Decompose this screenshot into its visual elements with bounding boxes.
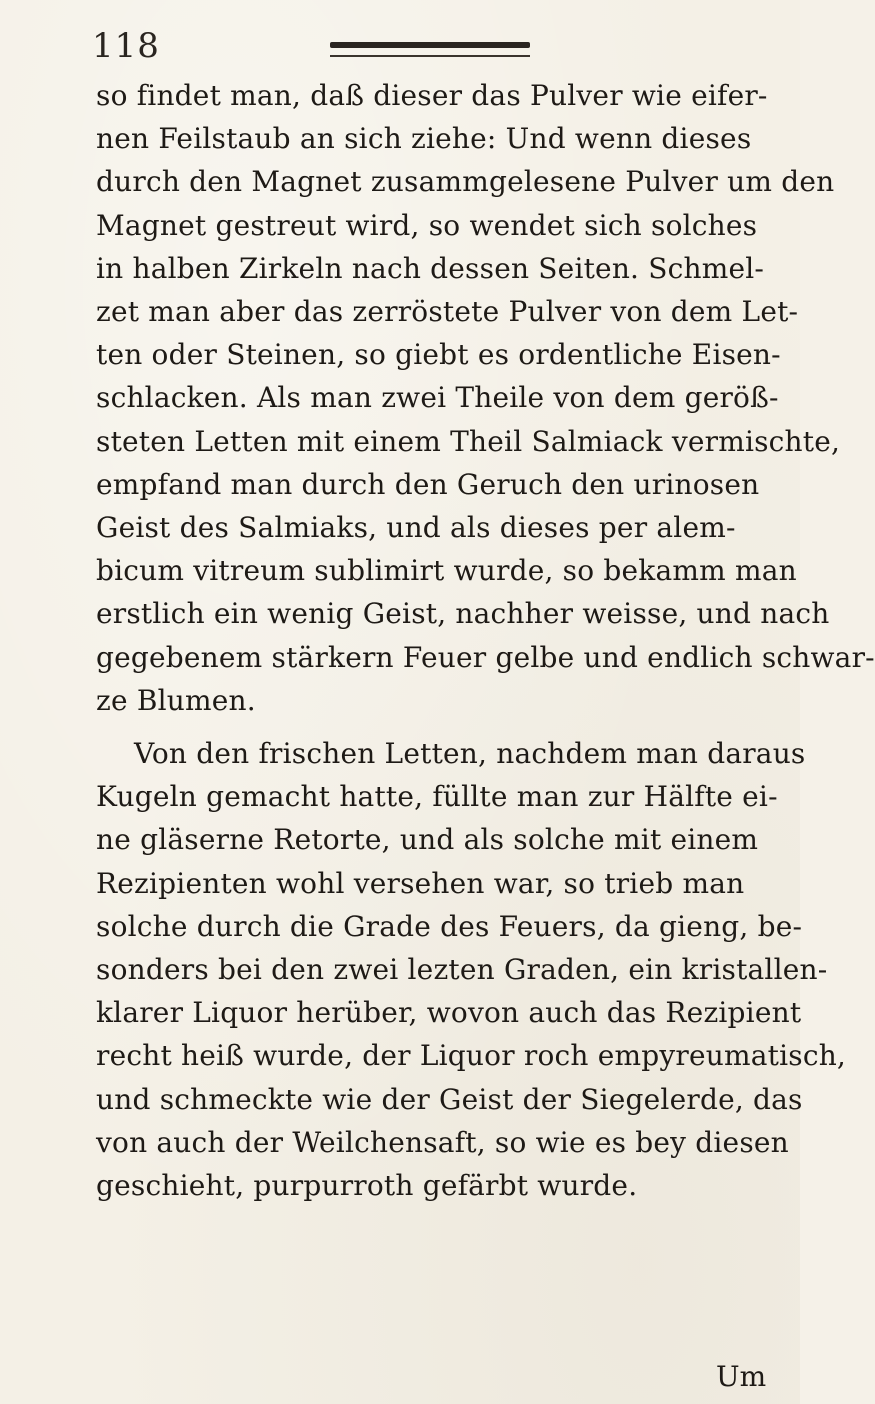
text-line: Von den frischen Letten, nachdem man daraus (134, 737, 806, 771)
text-line: zet man aber das zerröstete Pulver von dem Let- (96, 295, 799, 329)
text-line: ze Blumen. (96, 683, 256, 717)
text-line: so findet man, daß dieser das Pulver wie eifer- (96, 79, 768, 112)
body-text (96, 74, 875, 1207)
text-line: klarer Liquor herüber, wovon auch das Rezipient (96, 996, 802, 1030)
text-line: geschieht, purpurroth gefärbt wurde. (96, 1169, 638, 1203)
text-line: durch den Magnet zusammgelesene Pulver um den (96, 165, 835, 199)
header-rule (330, 42, 530, 48)
text-line: in halben Zirkeln nach dessen Seiten. Schmel- (96, 251, 765, 285)
text-line: solche durch die Grade des Feuers, da gieng, be- (96, 909, 803, 943)
page-number: 118 (92, 26, 160, 66)
text-line: ne gläserne Retorte, und als solche mit einem (96, 823, 759, 857)
text-line: empfand man durch den Geruch den urinosen (96, 467, 760, 501)
text-line: gegebenem stärkern Feuer gelbe und endlich schwar- (96, 640, 875, 674)
text-line: von auch der Weilchensaft, so wie es bey diesen (96, 1125, 789, 1159)
text-line: bicum vitreum sublimirt wurde, so bekamm man (96, 554, 797, 588)
text-line: erstlich ein wenig Geist, nachher weisse, und nach (96, 597, 830, 631)
text-line: sonders bei den zwei lezten Graden, ein kristallen- (96, 953, 828, 987)
header-rule-thin (330, 55, 530, 57)
catchword: Um (716, 1360, 767, 1393)
text-line: Magnet gestreut wird, so wendet sich solches (96, 208, 758, 242)
text-line: ten oder Steinen, so giebt es ordentliche Eisen- (96, 338, 781, 372)
text-line: Geist des Salmiaks, und als dieses per alem- (96, 511, 736, 545)
text-line: steten Letten mit einem Theil Salmiack vermischte, (96, 424, 841, 458)
text-line: schlacken. Als man zwei Theile von dem geröß- (96, 381, 779, 415)
text-line: und schmeckte wie der Geist der Siegelerde, das (96, 1082, 803, 1116)
text-line: Rezipienten wohl versehen war, so trieb man (96, 866, 745, 900)
text-line: Kugeln gemacht hatte, füllte man zur Hälfte ei- (96, 780, 778, 814)
text-line: recht heiß wurde, der Liquor roch empyreumatisch, (96, 1039, 847, 1073)
paragraph-gap (96, 722, 776, 732)
text-line: nen Feilstaub an sich ziehe: Und wenn dieses (96, 122, 752, 156)
